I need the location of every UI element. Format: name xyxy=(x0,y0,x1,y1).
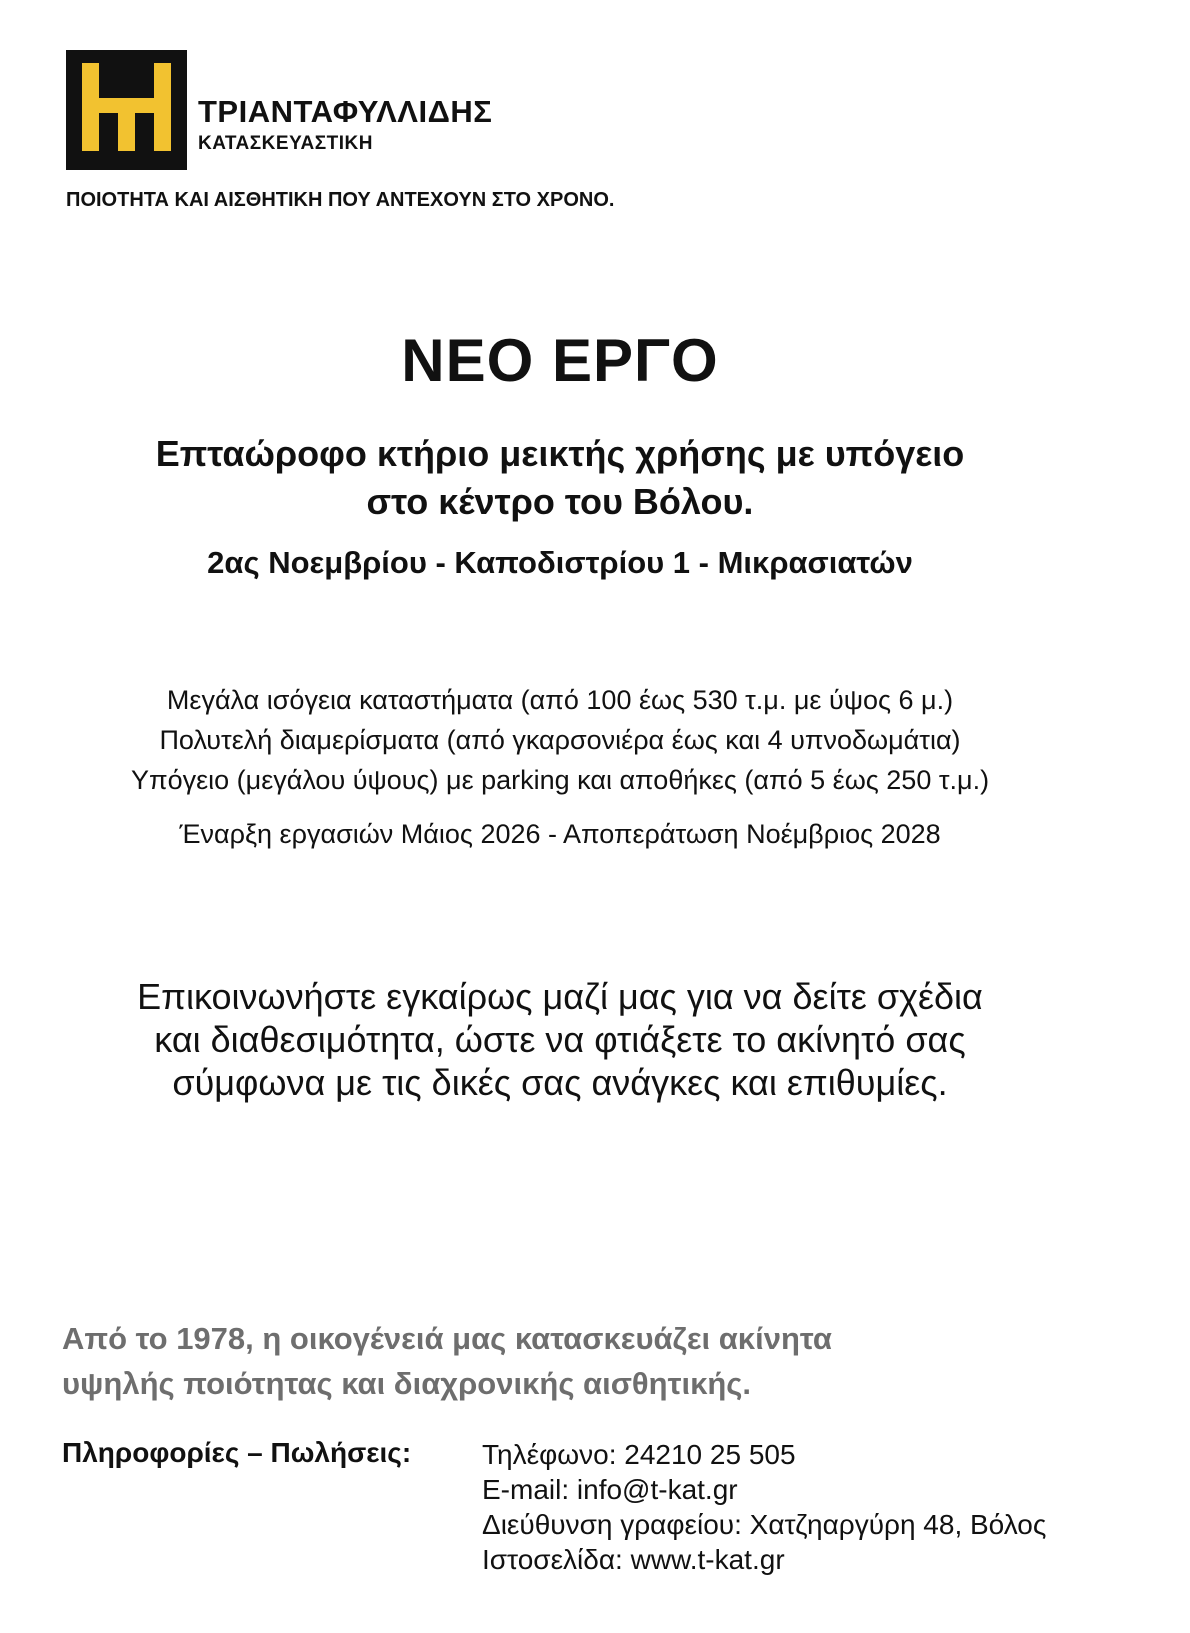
brand-name: ΤΡΙΑΝΤΑΦΥΛΛΙΔΗΣ xyxy=(198,94,493,129)
page-title: ΝΕΟ ΕΡΓΟ xyxy=(401,327,719,394)
contact-label: Πληροφορίες – Πωλήσεις: xyxy=(62,1437,412,1468)
feature-item: Πολυτελή διαμερίσματα (από γκαρσονιέρα έως και 4 υπνοδωμάτια) xyxy=(159,725,961,755)
feature-item: Υπόγειο (μεγάλου ύψους) με parking και αποθήκες (από 5 έως 250 τ.μ.) xyxy=(130,765,990,795)
project-subtitle xyxy=(0,430,1120,526)
contact-phone[interactable]: Τηλέφωνο: 24210 25 505 xyxy=(482,1439,796,1470)
contact-email[interactable]: E-mail: info@t-kat.gr xyxy=(482,1474,738,1505)
cta-line: και διαθεσιμότητα, ώστε να φτιάξετε το ακίνητό σας xyxy=(154,1019,966,1060)
contact-address: Διεύθυνση γραφείου: Χατζηαργύρη 48, Βόλος xyxy=(482,1509,1047,1540)
features-list xyxy=(0,680,1120,800)
brand-subtitle: ΚΑΤΑΣΚΕΥΑΣΤΙΚΗ xyxy=(198,133,373,154)
th-monogram-icon xyxy=(66,50,187,170)
contact-website[interactable]: Ιστοσελίδα: www.t-kat.gr xyxy=(482,1544,785,1575)
history-line: Από το 1978, η οικογένειά μας κατασκευάζει ακίνητα xyxy=(62,1321,832,1356)
project-subtitle-line: στο κέντρο του Βόλου. xyxy=(366,481,754,522)
call-to-action xyxy=(0,975,1120,1104)
project-schedule: Έναρξη εργασιών Μάιος 2026 - Αποπεράτωση Νοέμβριος 2028 xyxy=(179,819,941,849)
project-subtitle-line: Επταώροφο κτήριο μεικτής χρήσης με υπόγειο xyxy=(155,433,965,474)
cta-line: σύμφωνα με τις δικές σας ανάγκες και επιθυμίες. xyxy=(172,1062,948,1103)
contact-details xyxy=(482,1437,1046,1577)
company-history xyxy=(62,1316,832,1406)
history-line: υψηλής ποιότητας και διαχρονικής αισθητικής. xyxy=(62,1366,752,1401)
project-address: 2ας Νοεμβρίου - Καποδιστρίου 1 - Μικρασιατών xyxy=(207,545,913,580)
feature-item: Μεγάλα ισόγεια καταστήματα (από 100 έως 530 τ.μ. με ύψος 6 μ.) xyxy=(166,685,954,715)
brand-tagline: ΠΟΙΟΤΗΤΑ ΚΑΙ ΑΙΣΘΗΤΙΚΗ ΠΟΥ ΑΝΤΕΧΟΥΝ ΣΤΟ ΧΡΟΝΟ. xyxy=(66,189,615,211)
brand-logo xyxy=(66,50,187,170)
cta-line: Επικοινωνήστε εγκαίρως μαζί μας για να δείτε σχέδια xyxy=(137,976,983,1017)
